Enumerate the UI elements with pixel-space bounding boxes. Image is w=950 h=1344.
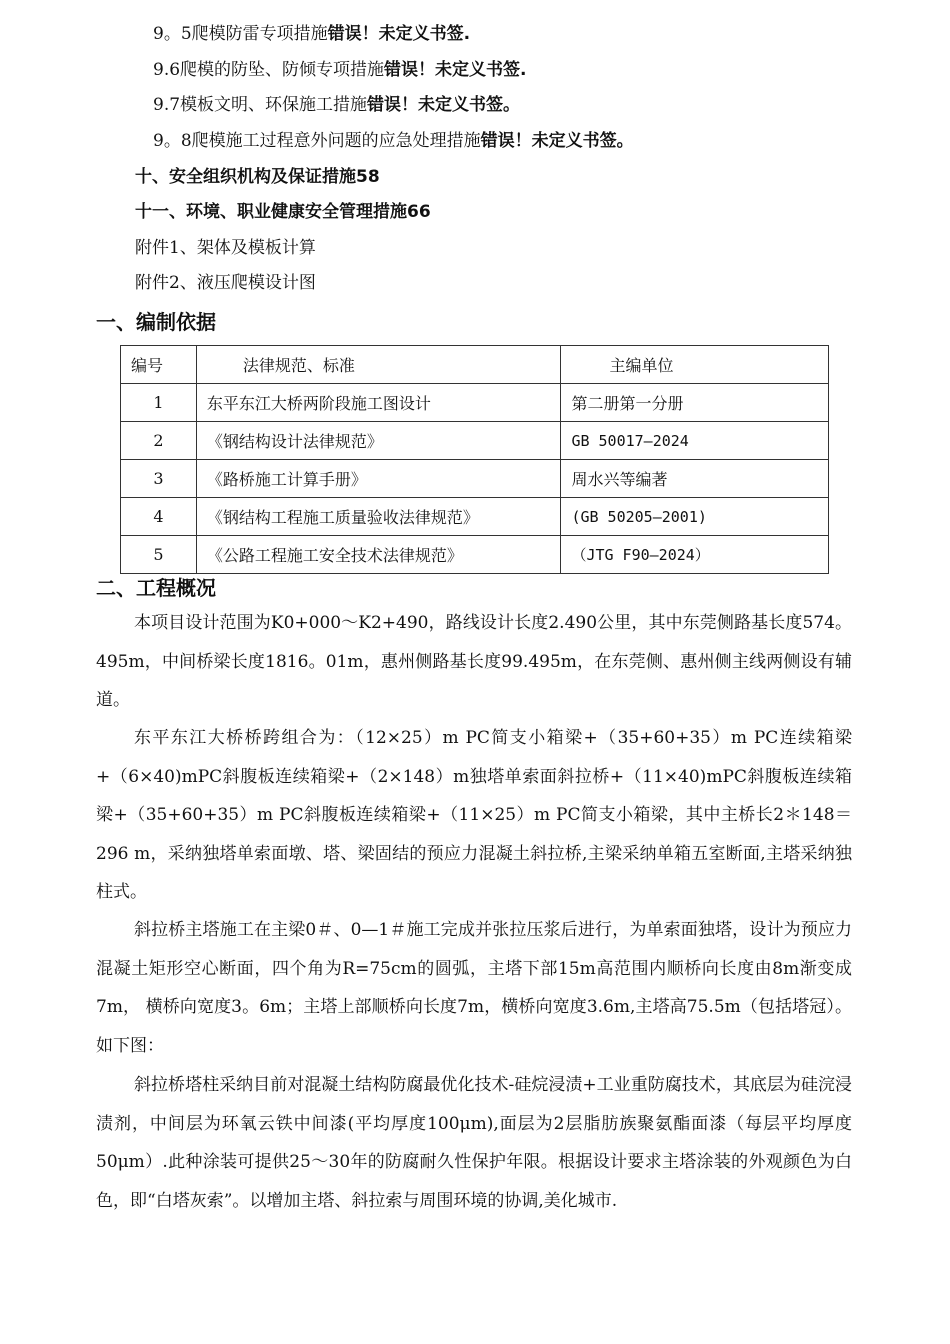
table-cell-number: 3 — [121, 460, 197, 498]
table-cell-editor: (GB 50205—2001) — [561, 498, 829, 536]
table-cell-editor: （JTG F90—2024） — [561, 536, 829, 574]
table-cell-standard: 《路桥施工计算手册》 — [196, 460, 561, 498]
toc-item-9-8[interactable] — [153, 130, 634, 152]
table-header-row — [121, 346, 829, 384]
overview-paragraph-3: 斜拉桥主塔施工在主梁0＃、0—1＃施工完成并张拉压浆后进行，为单索面独塔，设计为预应力混凝土矩形空心断面，四个角为R=75cm的圆弧，主塔下部15m高范围内顺桥向长度由8m渐变成7m， 横桥向宽度3。6m；主塔上部顺桥向长度7m，横桥向宽度3.6m,主塔高75.5m（包括塔冠）。如下图： — [96, 920, 852, 1056]
table-cell-number: 4 — [121, 498, 197, 536]
table-cell-number: 2 — [121, 422, 197, 460]
table-cell-editor: GB 50017—2024 — [561, 422, 829, 460]
overview-paragraph-1: 本项目设计范围为K0+000～K2+490，路线设计长度2.490公里，其中东莞侧路基长度574。495m，中间桥梁长度1816。01m，惠州侧路基长度99.495m，在东莞侧、惠州侧主线两侧设有辅道。 — [96, 613, 852, 711]
toc-item-text: 9。8爬模施工过程意外问题的应急处理措施 — [153, 131, 481, 151]
section-heading-basis: 一、编制依据 — [96, 310, 216, 334]
toc-item-11[interactable]: 十一、环境、职业健康安全管理措施66 — [135, 202, 431, 222]
toc-item-10[interactable]: 十、安全组织机构及保证措施58 — [135, 167, 380, 187]
table-row — [121, 422, 829, 460]
toc-item-9-7[interactable] — [153, 94, 520, 116]
toc-item-9-5[interactable] — [153, 23, 470, 45]
table-row — [121, 498, 829, 536]
toc-error-text: 错误！未定义书签。 — [480, 131, 634, 151]
table-cell-standard: 东平东江大桥两阶段施工图设计 — [196, 384, 561, 422]
table-cell-editor: 周水兴等编著 — [561, 460, 829, 498]
overview-paragraph-2: 东平东江大桥桥跨组合为：（12×25）m PC简支小箱梁+（35+60+35）m PC连续箱梁+（6×40)mPC斜腹板连续箱梁+（2×148）m独塔单索面斜拉桥+（11×40)mPC斜腹板连续箱梁+（35+60+35）m PC斜腹板连续箱梁+（11×25）m PC简支小箱梁，其中主桥长2＊148＝296 m，采纳独塔单索面墩、塔、梁固结的预应力混凝土斜拉桥,主梁采纳单箱五室断面,主塔采纳独柱式。 — [96, 728, 852, 903]
table-cell-standard: 《钢结构设计法律规范》 — [196, 422, 561, 460]
table-row — [121, 384, 829, 422]
header-cell-number: 编号 — [121, 346, 197, 384]
table-cell-editor: 第二册第一分册 — [561, 384, 829, 422]
table-cell-standard: 《钢结构工程施工质量验收法律规范》 — [196, 498, 561, 536]
toc-item-9-6[interactable] — [153, 59, 527, 81]
overview-paragraph-4: 斜拉桥塔柱采纳目前对混凝土结构防腐最优化技术-硅烷浸渍+工业重防腐技术，其底层为硅浣浸渍剂，中间层为环氧云铁中间漆(平均厚度100μm),面层为2层脂肪族聚氨酯面漆（每层平均厚度50μm）.此种涂装可提供25～30年的防腐耐久性保护年限。根据设计要求主塔涂装的外观颜色为白色，即“白塔灰索”。以增加主塔、斜拉索与周围环境的协调,美化城市. — [96, 1075, 852, 1211]
table-cell-standard: 《公路工程施工安全技术法律规范》 — [196, 536, 561, 574]
toc-item-text: 9。5爬模防雷专项措施 — [153, 24, 328, 44]
table-row — [121, 460, 829, 498]
toc-item-text: 9.6爬模的防坠、防倾专项措施 — [153, 60, 385, 80]
table-cell-number: 5 — [121, 536, 197, 574]
standards-table — [120, 345, 829, 574]
table-row — [121, 536, 829, 574]
header-cell-standard: 法律规范、标准 — [196, 346, 561, 384]
toc-item-text: 9.7模板文明、环保施工措施 — [153, 95, 368, 115]
toc-appendix-2[interactable]: 附件2、液压爬模设计图 — [135, 273, 316, 293]
table-cell-number: 1 — [121, 384, 197, 422]
section-heading-overview: 二、工程概况 — [96, 576, 216, 600]
toc-error-text: 错误！未定义书签。 — [367, 95, 521, 115]
toc-appendix-1[interactable]: 附件1、架体及模板计算 — [135, 238, 316, 258]
header-cell-editor: 主编单位 — [561, 346, 829, 384]
toc-error-text: 错误！未定义书签. — [384, 60, 527, 80]
toc-error-text: 错误！未定义书签. — [327, 24, 471, 44]
